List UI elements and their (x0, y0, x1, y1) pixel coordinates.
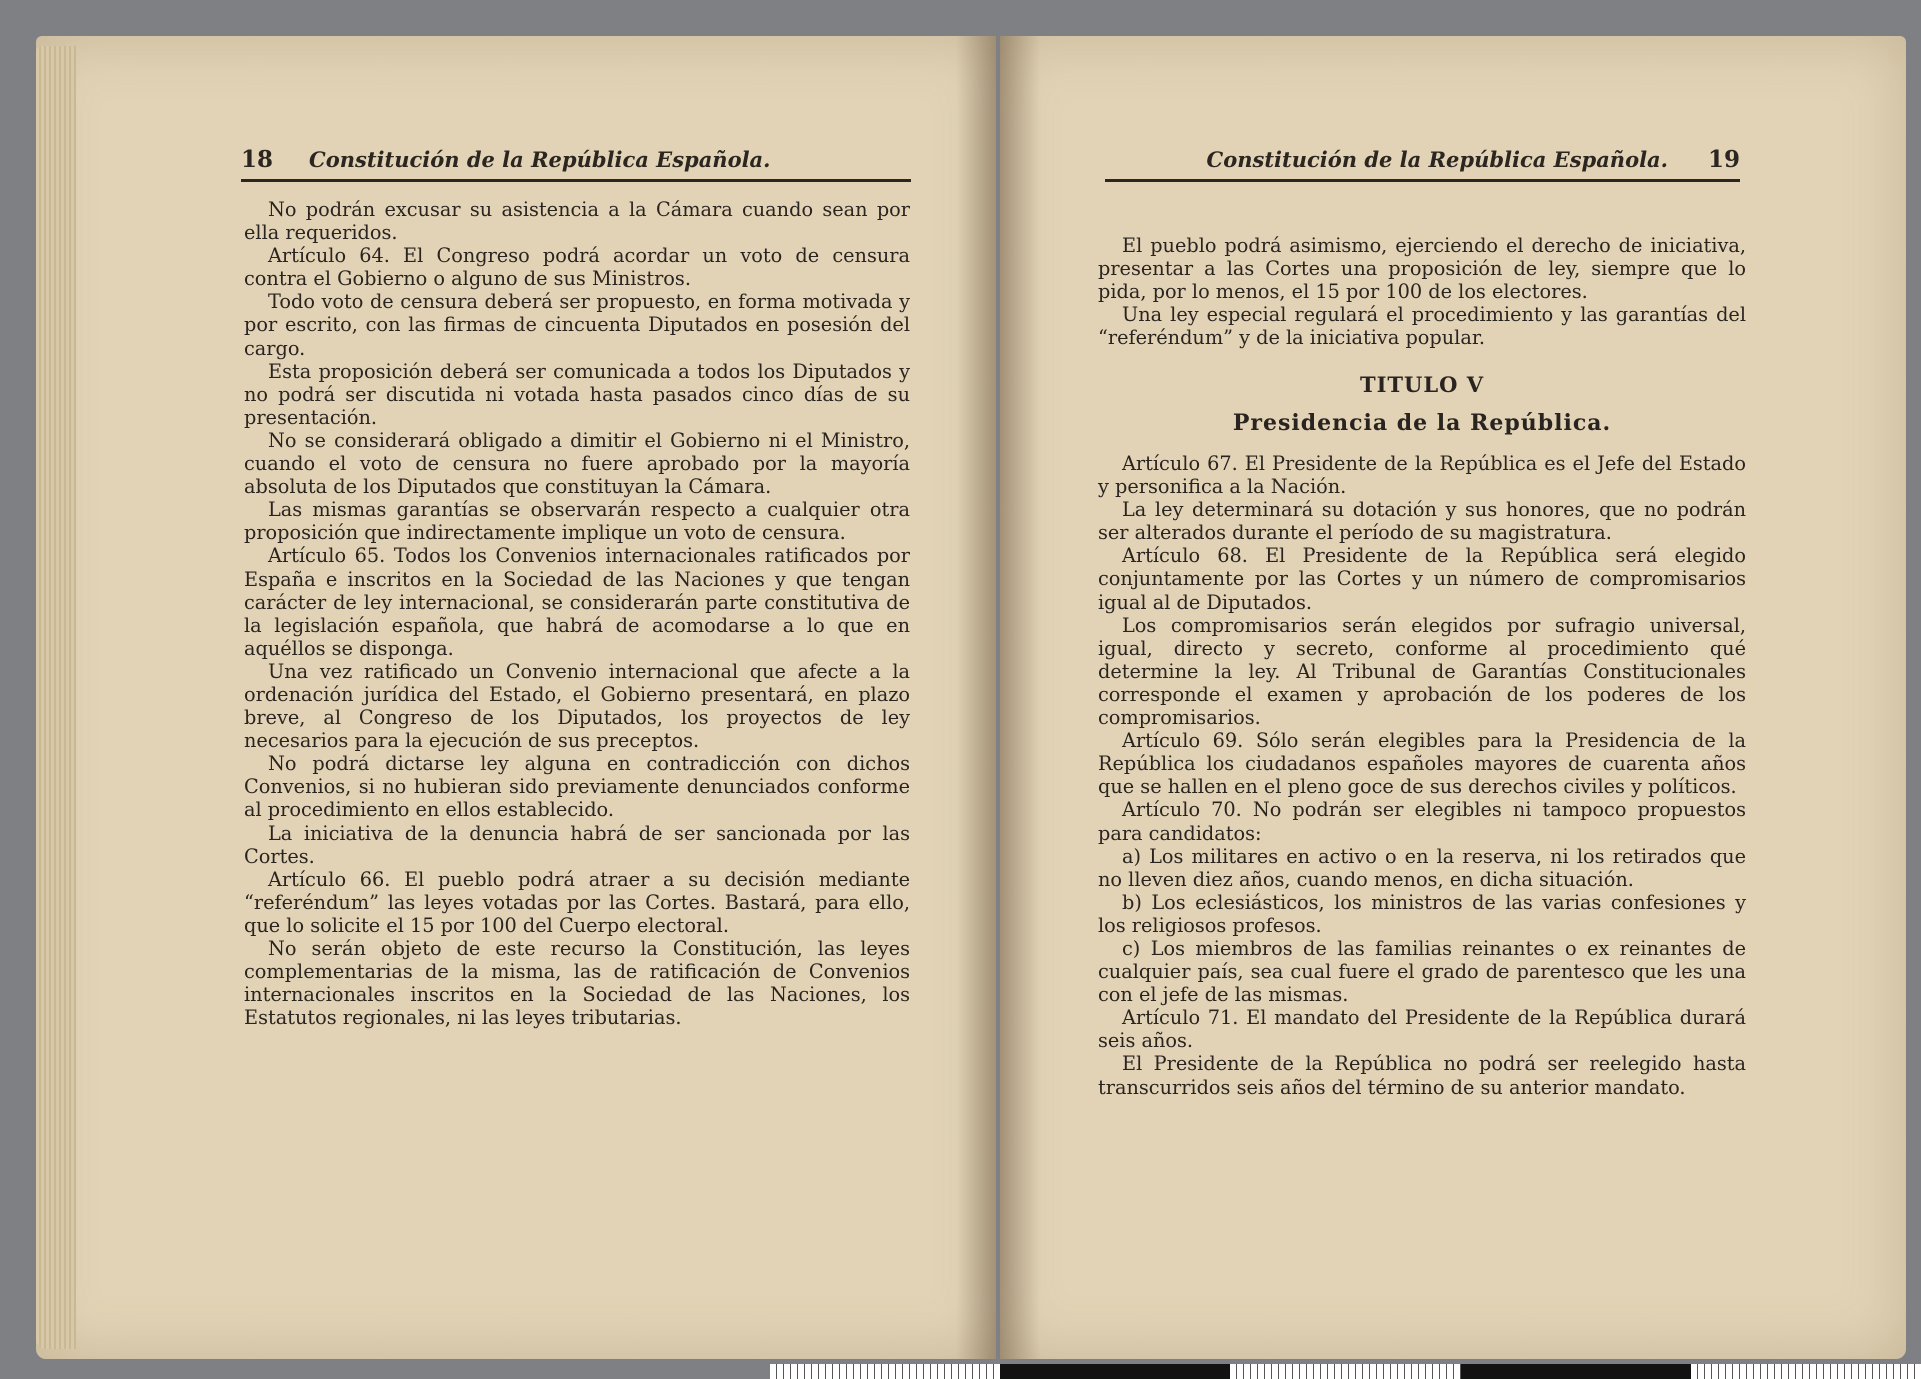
paragraph: Las mismas garantías se observarán respecto a cualquier otra proposición que indirectamente implique un voto de censura. (244, 498, 910, 545)
ruler-segment (1000, 1364, 1230, 1379)
paragraph: Una ley especial regulará el procedimiento y las garantías del “referéndum” y de la iniciativa popular. (1098, 303, 1746, 350)
running-head (241, 146, 911, 182)
left-page-body (244, 198, 910, 1029)
paragraph: Artículo 71. El mandato del Presidente de la República durará seis años. (1098, 1006, 1746, 1053)
paragraph: Artículo 68. El Presidente de la República será elegido conjuntamente por las Cortes y un número de compromisarios igual al de Diputados. (1098, 544, 1746, 614)
page-number: 18 (241, 146, 274, 173)
left-page (36, 36, 996, 1359)
paragraph: Artículo 64. El Congreso podrá acordar un voto de censura contra el Gobierno o alguno de sus Ministros. (244, 244, 910, 291)
ruler-segment (1461, 1364, 1691, 1379)
running-head (1105, 146, 1740, 182)
paragraph: c) Los miembros de las familias reinantes o ex reinantes de cualquier país, sea cual fuere el grado de parentesco que les una con el jefe de las mismas. (1098, 936, 1746, 1007)
paragraph: La iniciativa de la denuncia habrá de ser sancionada por las Cortes. (244, 821, 910, 868)
paragraph: Artículo 67. El Presidente de la República es el Jefe del Estado y personifica a la Nación. (1098, 452, 1746, 499)
page-number: 19 (1707, 146, 1740, 173)
scale-ruler (770, 1364, 1921, 1379)
paragraph: Esta proposición deberá ser comunicada a todos los Diputados y no podrá ser discutida ni votada hasta pasados cinco días de su presentación. (244, 359, 910, 429)
ruler-segment (1691, 1364, 1921, 1379)
gutter-shadow (956, 36, 996, 1359)
title-heading: TITULO V (1359, 372, 1485, 397)
right-page-body-bottom (1098, 452, 1746, 1099)
paragraph: a) Los militares en activo o en la reserva, ni los retirados que no lleven diez años, cuando menos, en dicha situación. (1098, 844, 1746, 891)
paragraph: Los compromisarios serán elegidos por sufragio universal, igual, directo y secreto, conforme al procedimiento qué determine la ley. Al Tribunal de Garantías Constitucionales corresponde el examen y aprobación de los poderes de los compromisarios. (1098, 613, 1746, 730)
page-edges (36, 46, 76, 1349)
paragraph: No podrán excusar su asistencia a la Cámara cuando sean por ella requeridos. (244, 198, 910, 245)
title-subheading: Presidencia de la República. (1232, 410, 1612, 436)
open-book (36, 36, 1906, 1359)
paragraph: No serán objeto de este recurso la Constitución, las leyes complementarias de la misma, las de ratificación de Convenios internacionales inscritos en la Sociedad de las Naciones, los Estatutos regionales, ni las leyes tributarias. (244, 937, 910, 1030)
paragraph: El pueblo podrá asimismo, ejerciendo el derecho de iniciativa, presentar a las Cortes una proposición de ley, siempre que lo pida, por lo menos, el 15 por 100 de los electores. (1098, 234, 1746, 304)
paragraph: Todo voto de censura deberá ser propuesto, en forma motivada y por escrito, con las firmas de cincuenta Diputados en posesión del cargo. (244, 290, 910, 360)
right-page-body-top (1098, 234, 1746, 349)
ruler-segment (770, 1364, 1000, 1379)
paragraph: Artículo 69. Sólo serán elegibles para la Presidencia de la República los ciudadanos españoles mayores de cuarenta años que se hallen en el pleno goce de sus derechos civiles y políticos. (1098, 729, 1746, 799)
paragraph: La ley determinará su dotación y sus honores, que no podrán ser alterados durante el período de su magistratura. (1098, 498, 1746, 545)
paragraph: No podrá dictarse ley alguna en contradicción con dichos Convenios, si no hubieran sido previamente denunciados conforme al procedimiento en ellos establecido. (244, 752, 910, 822)
running-head-title: Constitución de la República Española. (1206, 147, 1668, 172)
paragraph: Artículo 66. El pueblo podrá atraer a su decisión mediante “referéndum” las leyes votadas por las Cortes. Bastará, para ello, que lo solicite el 15 por 100 del Cuerpo electoral. (244, 867, 910, 937)
gutter-shadow (1000, 36, 1040, 1359)
paragraph: Una vez ratificado un Convenio internacional que afecte a la ordenación jurídica del Estado, el Gobierno presentará, en plazo breve, al Congreso de los Diputados, los proyectos de ley necesarios para la ejecución de sus preceptos. (244, 659, 910, 753)
right-page (1000, 36, 1906, 1359)
ruler-segment (1230, 1364, 1460, 1379)
paragraph: No se considerará obligado a dimitir el Gobierno ni el Ministro, cuando el voto de censura no fuere aprobado por la mayoría absoluta de los Diputados que constituyan la Cámara. (244, 428, 910, 499)
paragraph: b) Los eclesiásticos, los ministros de las varias confesiones y los religiosos profesos. (1098, 890, 1746, 937)
paragraph: Artículo 70. No podrán ser elegibles ni tampoco propuestos para candidatos: (1098, 798, 1746, 845)
paragraph: Artículo 65. Todos los Convenios internacionales ratificados por España e inscritos en la Sociedad de las Naciones y que tengan carácter de ley internacional, se considerarán parte constitutiva de la legislación española, que habrá de acomodarse a lo que en aquéllos se disponga. (244, 544, 910, 660)
running-head-title: Constitución de la República Española. (309, 147, 771, 172)
paragraph: El Presidente de la República no podrá ser reelegido hasta transcurridos seis años del término de su anterior mandato. (1098, 1052, 1746, 1099)
